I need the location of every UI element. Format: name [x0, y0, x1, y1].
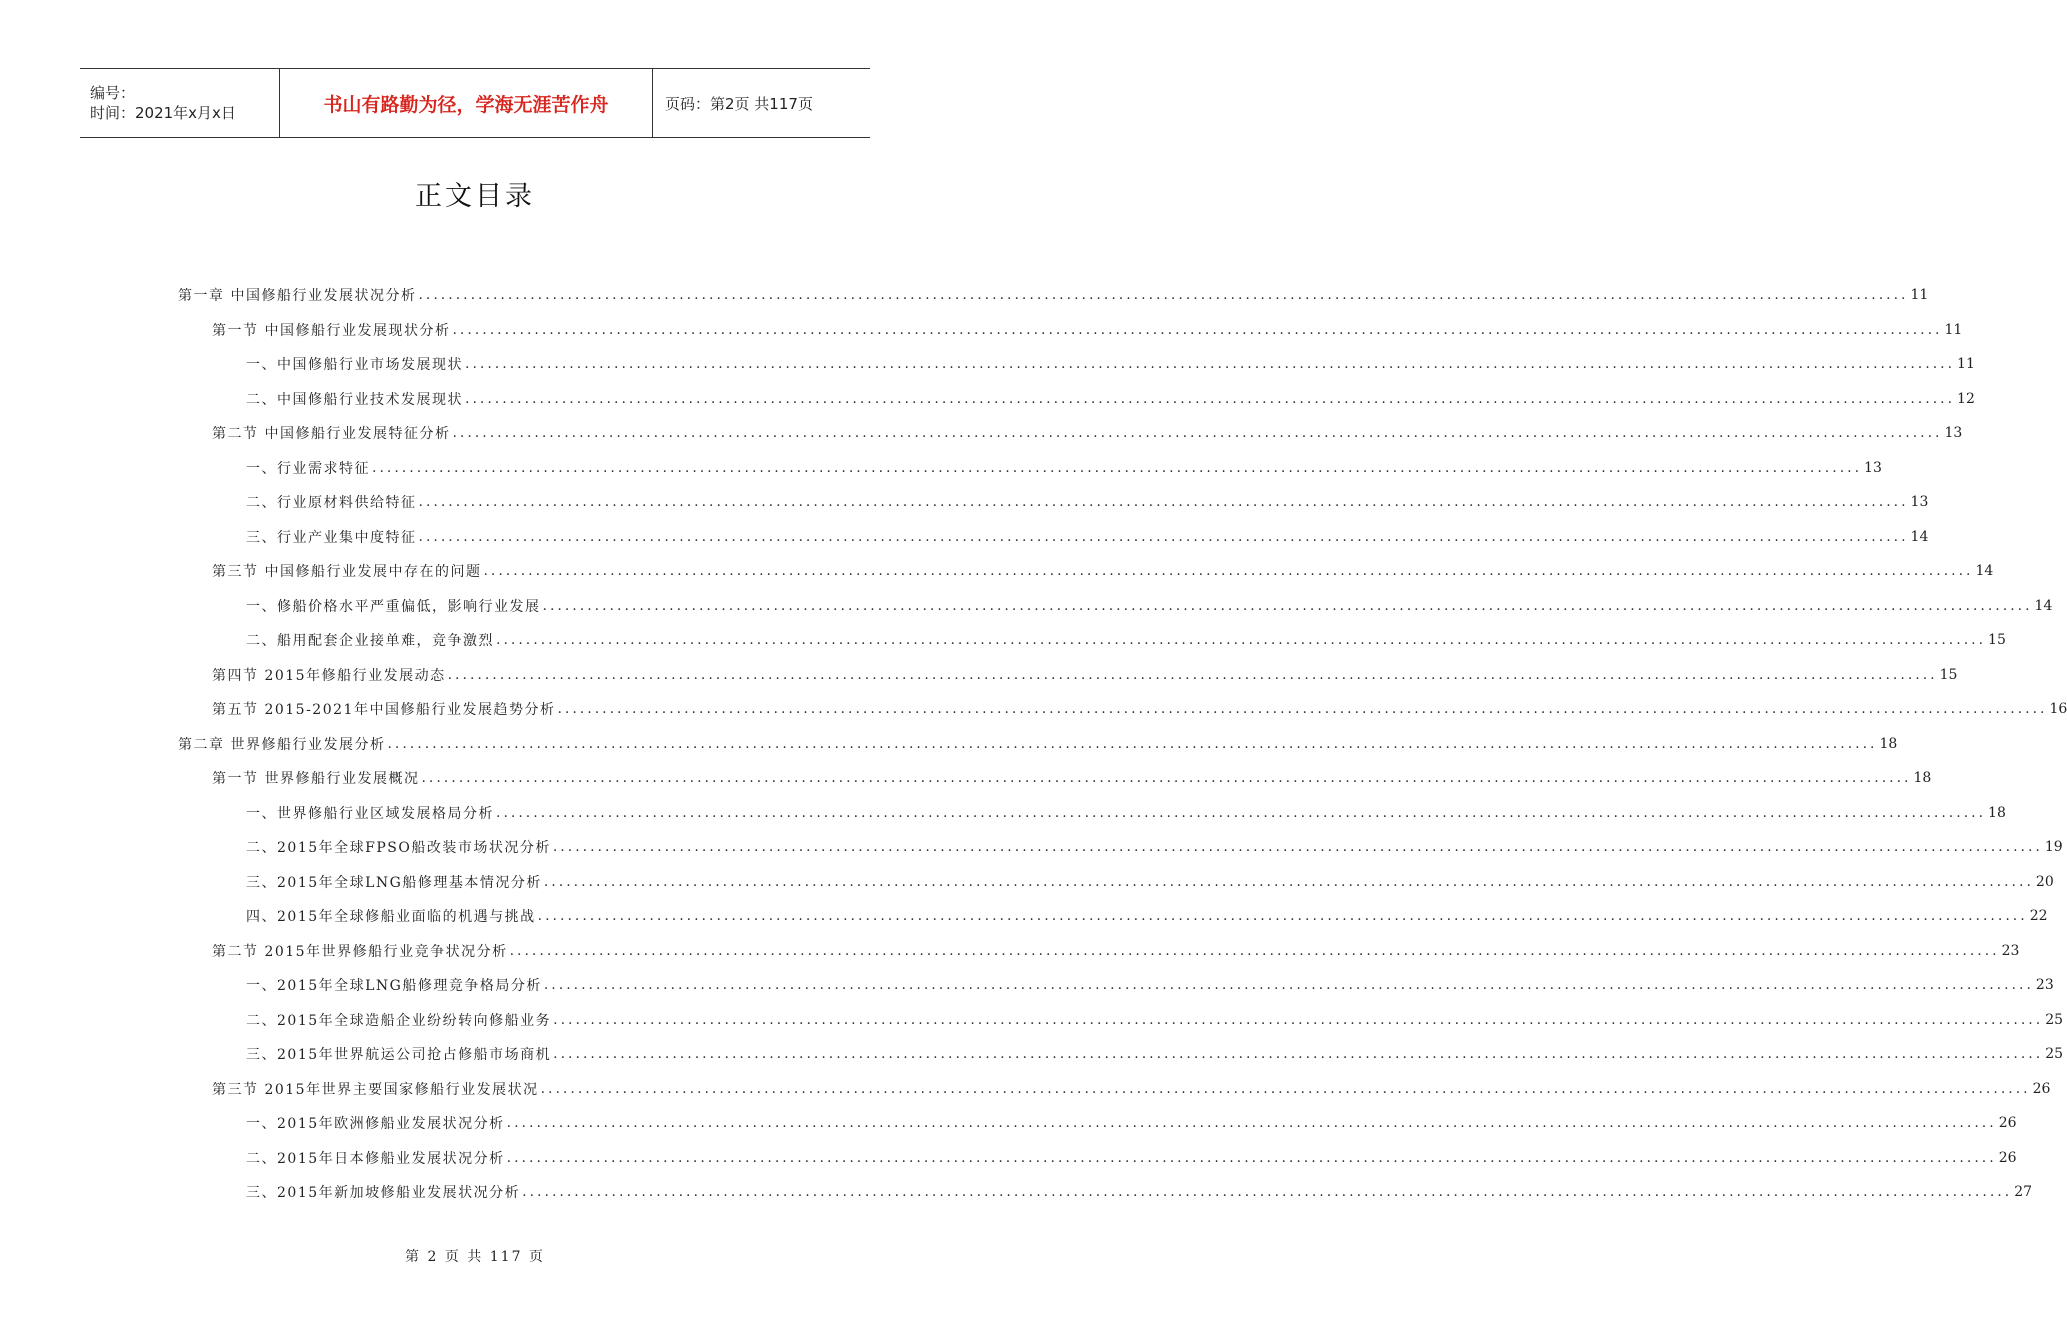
- toc-entry[interactable]: [212, 761, 1932, 795]
- toc-entry[interactable]: [246, 968, 2054, 1002]
- toc-leader-dots: ........................................................................................................................................................................................................: [465, 356, 1956, 372]
- toc-leader-dots: ........................................................................................................................................................................................................: [542, 597, 2033, 614]
- toc-entry[interactable]: [246, 1106, 2017, 1140]
- toc-entry-title: 第三节 中国修船行业发展中存在的问题: [212, 564, 482, 580]
- toc-leader-dots: ........................................................................................................................................................................................................: [452, 321, 1943, 338]
- toc-entry-page: 13: [1864, 459, 1882, 476]
- toc-entry[interactable]: [178, 278, 1929, 312]
- toc-entry[interactable]: [246, 485, 1929, 519]
- toc-entry-title: 第三节 2015年世界主要国家修船行业发展状况: [212, 1081, 539, 1098]
- toc-entry-title: 一、2015年欧洲修船业发展状况分析: [246, 1116, 505, 1132]
- toc-entry-page: 12: [1957, 390, 1975, 407]
- toc-entry-title: 三、2015年全球LNG船修理基本情况分析: [246, 874, 542, 891]
- header-motto: [280, 69, 653, 137]
- toc-entry-page: 26: [1998, 1149, 2017, 1166]
- toc-entry-title: 二、行业原材料供给特征: [246, 495, 417, 511]
- toc-entry-page: 14: [2034, 597, 2053, 614]
- toc-entry-page: 18: [1879, 735, 1898, 752]
- toc-entry-page: 13: [1944, 425, 1963, 441]
- toc-entry-page: 19: [2044, 839, 2063, 855]
- toc-entry[interactable]: [246, 830, 2063, 864]
- toc-leader-dots: ........................................................................................................................................................................................................: [421, 770, 1912, 786]
- header-meta: [80, 69, 280, 137]
- toc-entry-title: 三、行业产业集中度特征: [246, 529, 417, 546]
- motto-text: 书山有路勤为径，学海无涯苦作舟: [323, 93, 609, 116]
- toc-entry[interactable]: [212, 313, 1963, 347]
- toc-entry[interactable]: [246, 589, 2053, 623]
- toc-entry-page: 20: [2035, 873, 2054, 890]
- toc-entry-title: 二、2015年全球FPSO船改装市场状况分析: [246, 840, 551, 856]
- toc-entry[interactable]: [178, 727, 1898, 761]
- toc-entry-page: 18: [1988, 804, 2006, 821]
- toc-entry[interactable]: [246, 520, 1929, 554]
- toc-entry-title: 三、2015年新加坡修船业发展状况分析: [246, 1185, 521, 1201]
- toc-entry[interactable]: [212, 692, 2067, 726]
- page-header: [80, 68, 870, 138]
- toc-entry-title: 第五节 2015-2021年中国修船行业发展趋势分析: [212, 702, 556, 718]
- toc-leader-dots: ........................................................................................................................................................................................................: [452, 425, 1943, 441]
- toc-leader-dots: ........................................................................................................................................................................................................: [387, 735, 1878, 752]
- toc-leader-dots: ........................................................................................................................................................................................................: [509, 942, 2000, 959]
- toc-leader-dots: ........................................................................................................................................................................................................: [543, 873, 2034, 890]
- toc-entry[interactable]: [246, 347, 1975, 381]
- toc-leader-dots: ........................................................................................................................................................................................................: [496, 804, 1987, 821]
- toc-leader-dots: ........................................................................................................................................................................................................: [506, 1115, 1997, 1131]
- toc-entry-page: 22: [2029, 908, 2048, 924]
- toc-entry-page: 15: [1939, 666, 1958, 683]
- toc-entry[interactable]: [246, 1141, 2017, 1175]
- number-label: 编号：: [90, 84, 136, 102]
- toc-leader-dots: ........................................................................................................................................................................................................: [553, 1046, 2044, 1062]
- toc-leader-dots: ........................................................................................................................................................................................................: [553, 1011, 2044, 1028]
- toc-entry[interactable]: [246, 1003, 2064, 1037]
- toc-entry-page: 26: [2032, 1080, 2051, 1097]
- toc-entry-title: 一、2015年全球LNG船修理竞争格局分析: [246, 978, 542, 994]
- page-footer: 第 2 页 共 117 页: [405, 1249, 545, 1265]
- toc-entry-page: 11: [1957, 356, 1975, 372]
- toc-leader-dots: ........................................................................................................................................................................................................: [540, 1080, 2031, 1097]
- toc-leader-dots: ........................................................................................................................................................................................................: [418, 494, 1909, 510]
- toc-leader-dots: ........................................................................................................................................................................................................: [537, 908, 2028, 924]
- page-title: 正文目录: [415, 181, 535, 212]
- toc-leader-dots: ........................................................................................................................................................................................................: [372, 459, 1863, 476]
- toc-entry-page: 27: [2014, 1184, 2033, 1200]
- toc-entry-title: 一、行业需求特征: [246, 460, 370, 477]
- toc-entry-page: 18: [1913, 770, 1932, 786]
- toc-entry-title: 一、修船价格水平严重偏低，影响行业发展: [246, 598, 541, 615]
- toc-entry[interactable]: [212, 416, 1963, 450]
- toc-entry-title: 二、中国修船行业技术发展现状: [246, 391, 463, 408]
- toc-entry-title: 二、2015年日本修船业发展状况分析: [246, 1150, 505, 1167]
- toc-leader-dots: ........................................................................................................................................................................................................: [557, 701, 2048, 717]
- toc-entry[interactable]: [246, 1037, 2064, 1071]
- toc-entry-title: 一、世界修船行业区域发展格局分析: [246, 805, 494, 822]
- header-page-info: [653, 69, 870, 137]
- toc-entry-page: 25: [2045, 1046, 2064, 1062]
- time-label: 时间：2021年x月x日: [90, 104, 236, 122]
- toc-leader-dots: ........................................................................................................................................................................................................: [552, 839, 2043, 855]
- toc-entry-title: 第二节 2015年世界修船行业竞争状况分析: [212, 943, 508, 960]
- toc-entry-page: 16: [2049, 701, 2067, 717]
- toc-leader-dots: ........................................................................................................................................................................................................: [483, 563, 1974, 579]
- toc-entry-page: 25: [2045, 1011, 2064, 1028]
- toc-entry-page: 23: [2001, 942, 2020, 959]
- toc-entry-page: 26: [1998, 1115, 2017, 1131]
- toc-leader-dots: ........................................................................................................................................................................................................: [418, 287, 1909, 303]
- toc-entry-title: 第一节 世界修船行业发展概况: [212, 771, 420, 787]
- toc-leader-dots: ........................................................................................................................................................................................................: [447, 666, 1938, 683]
- toc-leader-dots: ........................................................................................................................................................................................................: [418, 528, 1909, 545]
- toc-entry-page: 23: [2035, 977, 2054, 993]
- toc-entry[interactable]: [246, 451, 1882, 485]
- toc-entry[interactable]: [246, 796, 2006, 830]
- toc-entry[interactable]: [246, 899, 2048, 933]
- toc-entry-title: 第一节 中国修船行业发展现状分析: [212, 322, 451, 339]
- toc-leader-dots: ........................................................................................................................................................................................................: [543, 977, 2034, 993]
- toc-entry-page: 15: [1988, 632, 2006, 648]
- toc-entry-title: 一、中国修船行业市场发展现状: [246, 357, 463, 373]
- toc-entry[interactable]: [246, 623, 2006, 657]
- toc-entry-title: 二、2015年全球造船企业纷纷转向修船业务: [246, 1012, 552, 1029]
- toc-entry[interactable]: [212, 554, 1994, 588]
- page-info-text: 页码：第2页 共117页: [665, 94, 813, 113]
- toc-entry[interactable]: [246, 382, 1975, 416]
- toc-entry-title: 第四节 2015年修船行业发展动态: [212, 667, 446, 684]
- toc-entry-title: 四、2015年全球修船业面临的机遇与挑战: [246, 909, 536, 925]
- toc-entry-page: 11: [1944, 321, 1963, 338]
- toc-entry-page: 11: [1910, 287, 1929, 303]
- toc-leader-dots: ........................................................................................................................................................................................................: [506, 1149, 1997, 1166]
- toc-entry[interactable]: [246, 865, 2054, 899]
- toc-entry-title: 第一章 中国修船行业发展状况分析: [178, 288, 417, 304]
- toc-entry[interactable]: [212, 658, 1958, 692]
- toc-entry[interactable]: [212, 934, 2020, 968]
- toc-entry[interactable]: [246, 1175, 2033, 1209]
- toc-entry-title: 第二节 中国修船行业发展特征分析: [212, 426, 451, 442]
- toc-leader-dots: ........................................................................................................................................................................................................: [496, 632, 1987, 648]
- toc-leader-dots: ........................................................................................................................................................................................................: [522, 1184, 2013, 1200]
- toc-entry[interactable]: [212, 1072, 2051, 1106]
- toc-entry-title: 第二章 世界修船行业发展分析: [178, 736, 386, 753]
- toc-entry-page: 14: [1975, 563, 1994, 579]
- toc-leader-dots: ........................................................................................................................................................................................................: [465, 390, 1956, 407]
- toc-entry-title: 二、船用配套企业接单难，竞争激烈: [246, 633, 494, 649]
- toc-entry-page: 13: [1910, 494, 1929, 510]
- toc-entry-title: 三、2015年世界航运公司抢占修船市场商机: [246, 1047, 552, 1063]
- toc-entry-page: 14: [1910, 528, 1929, 545]
